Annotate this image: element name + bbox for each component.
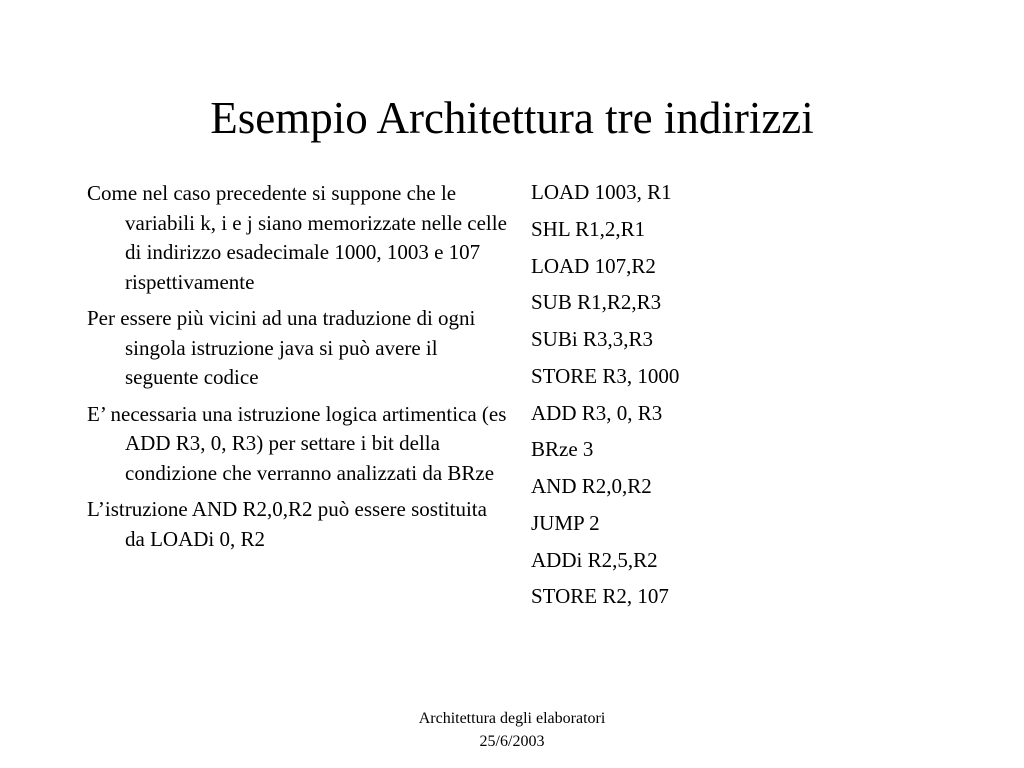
slide-footer (312, 707, 712, 753)
paragraph: E’ necessaria una istruzione logica artimentica (es ADD R3, 0, R3) per settare i bit della condizione che verranno analizzati da BRze (87, 401, 507, 485)
slide-title: Esempio Architettura tre indirizzi (210, 93, 814, 143)
paragraph: Per essere più vicini ad una traduzione di ogni singola istruzione java si può avere il seguente codice (87, 306, 476, 389)
code-line: SUBi R3,3,R3 (531, 327, 653, 351)
code-listing (531, 177, 831, 618)
footer-date: 25/6/2003 (479, 733, 545, 750)
code-line: BRze 3 (531, 437, 594, 462)
paragraph: Come nel caso precedente si suppone che le variabili k, i e j siano memorizzate nelle celle di indirizzo esadecimale 1000, 1003 e 107 rispettivamente (87, 181, 507, 294)
code-line: ADDi R2,5,R2 (531, 547, 658, 572)
code-line: ADD R3, 0, R3 (531, 400, 663, 425)
paragraph: L’istruzione AND R2,0,R2 può essere sostituita da LOADi 0, R2 (87, 497, 487, 551)
code-line: LOAD 1003, R1 (531, 180, 672, 204)
code-line: LOAD 107,R2 (531, 253, 656, 278)
code-line: JUMP 2 (531, 510, 600, 535)
explanation-text (87, 179, 507, 561)
code-line: SHL R1,2,R1 (531, 216, 646, 241)
code-line: SUB R1,R2,R3 (531, 290, 662, 315)
code-line: STORE R3, 1000 (531, 363, 680, 388)
footer-course: Architettura degli elaboratori (418, 710, 606, 727)
code-line: STORE R2, 107 (531, 584, 669, 609)
code-line: AND R2,0,R2 (531, 474, 652, 498)
